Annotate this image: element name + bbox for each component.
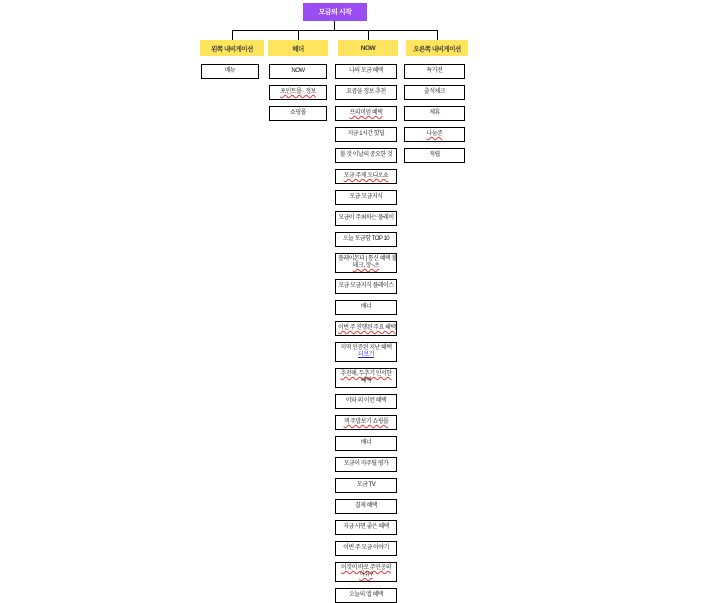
- node-label: 모금 TV: [356, 482, 376, 488]
- column-header: [269, 64, 327, 121]
- diagram-node[interactable]: [335, 190, 397, 205]
- diagram-node[interactable]: [404, 127, 465, 142]
- column-now: [335, 64, 397, 603]
- node-link-label[interactable]: 더보기: [358, 352, 374, 358]
- diagram-node[interactable]: [335, 148, 397, 163]
- node-label-line2: 테크, 장~츠: [352, 263, 380, 269]
- node-label: 지금 사면 좋은 혜택: [343, 524, 389, 530]
- node-label: NOW: [291, 68, 305, 74]
- diagram-node[interactable]: [201, 64, 259, 79]
- connector-stub-4: [437, 30, 438, 40]
- diagram-node[interactable]: [335, 64, 397, 79]
- node-label: 요즘을 정보 추천: [346, 89, 386, 95]
- diagram-node[interactable]: [335, 368, 397, 388]
- node-label: 지금 1시간 핫딜: [347, 131, 385, 137]
- diagram-node[interactable]: [335, 279, 397, 294]
- diagram-node[interactable]: [335, 253, 397, 273]
- connector-stub-2: [298, 30, 299, 40]
- diagram-node[interactable]: [335, 321, 397, 336]
- node-label: 모금이 자주될 평가: [343, 461, 389, 467]
- node-label: 이와 외 이런 혜택: [345, 398, 387, 404]
- node-label: 모금 모금지식 플레이스: [338, 283, 394, 289]
- node-label: 나눔존: [426, 131, 443, 137]
- diagram-node[interactable]: [335, 588, 397, 603]
- diagram-node[interactable]: [335, 394, 397, 409]
- node-label: 포인트몰 · 정보: [280, 89, 316, 95]
- diagram-node[interactable]: [404, 85, 465, 100]
- node-label: 적립: [429, 152, 440, 158]
- node-label: 플레이몬더 | 통신 혜택 볼: [338, 256, 397, 262]
- connector-stub-3: [368, 30, 369, 40]
- node-label: 결제 혜택: [354, 503, 378, 509]
- diagram-node[interactable]: [335, 169, 397, 184]
- section-node-now[interactable]: NOW: [338, 40, 398, 56]
- diagram-node[interactable]: [335, 499, 397, 514]
- diagram-node[interactable]: [335, 85, 397, 100]
- node-label: 추천해, 두추기 인서한: [340, 371, 392, 377]
- diagram-node[interactable]: [269, 64, 327, 79]
- node-label: 쇼핑몰: [290, 110, 306, 116]
- root-node[interactable]: 모금의 시작: [303, 3, 367, 21]
- diagram-node[interactable]: [404, 106, 465, 121]
- node-label: 이번 주 모금 이야기: [343, 545, 389, 551]
- diagram-node[interactable]: [335, 127, 397, 142]
- connector-bus: [232, 30, 438, 31]
- diagram-node[interactable]: [335, 520, 397, 535]
- diagram-node[interactable]: [269, 85, 327, 100]
- node-label: 배너: [360, 304, 372, 310]
- node-label: 오늘의 앱 혜택: [348, 592, 384, 598]
- diagram-node[interactable]: [335, 457, 397, 472]
- diagram-node[interactable]: [335, 106, 397, 121]
- node-label: 볼 것 이날의 중요한 것: [339, 152, 393, 158]
- column-left-nav: [201, 64, 259, 79]
- node-label: 메뉴: [224, 68, 236, 74]
- node-label: 배너: [360, 440, 372, 446]
- node-label: 모금 모금지식: [349, 194, 383, 200]
- node-label: 지역 인증된 지난 혜택: [340, 345, 392, 351]
- diagram-node[interactable]: [335, 541, 397, 556]
- node-label: 이번 주 진행된 주요 혜택: [338, 325, 396, 331]
- diagram-node[interactable]: [404, 64, 465, 79]
- node-label: 특가전: [426, 68, 443, 74]
- diagram-node[interactable]: [335, 342, 397, 362]
- node-label-line2: 이유?: [359, 572, 373, 578]
- diagram-node[interactable]: [335, 300, 397, 315]
- section-node-header[interactable]: 헤더: [268, 40, 328, 56]
- diagram-node[interactable]: [335, 232, 397, 247]
- diagram-node[interactable]: [404, 148, 465, 163]
- diagram-node[interactable]: [335, 415, 397, 430]
- connector-stub-1: [232, 30, 233, 40]
- node-label: 잭 주말보기 쇼핑몰: [343, 419, 389, 425]
- node-label: 모금이 주최하는 플레이: [338, 215, 394, 221]
- node-label: 프리미엄 혜택: [349, 110, 383, 116]
- node-label-line2: 혜택: [360, 378, 372, 384]
- column-right-nav: [404, 64, 465, 163]
- diagram-node[interactable]: [335, 562, 397, 582]
- node-label: 출석체크: [423, 89, 446, 95]
- diagram-node[interactable]: [335, 478, 397, 493]
- section-node-left-nav[interactable]: 왼쪽 내비게이션: [200, 40, 264, 56]
- node-label: 모금 주제 오디오쇼: [343, 173, 389, 179]
- node-label: 나의 모금 혜택: [348, 68, 384, 74]
- diagram-node[interactable]: [335, 436, 397, 451]
- diagram-node[interactable]: [269, 106, 327, 121]
- node-label: 오늘 모금함 TOP 10: [342, 236, 390, 242]
- node-label: 제휴: [429, 110, 440, 116]
- section-node-right-nav[interactable]: 오른쪽 내비게이션: [406, 40, 468, 56]
- diagram-node[interactable]: [335, 211, 397, 226]
- node-label: 이것이 바로 주인공의: [341, 565, 391, 571]
